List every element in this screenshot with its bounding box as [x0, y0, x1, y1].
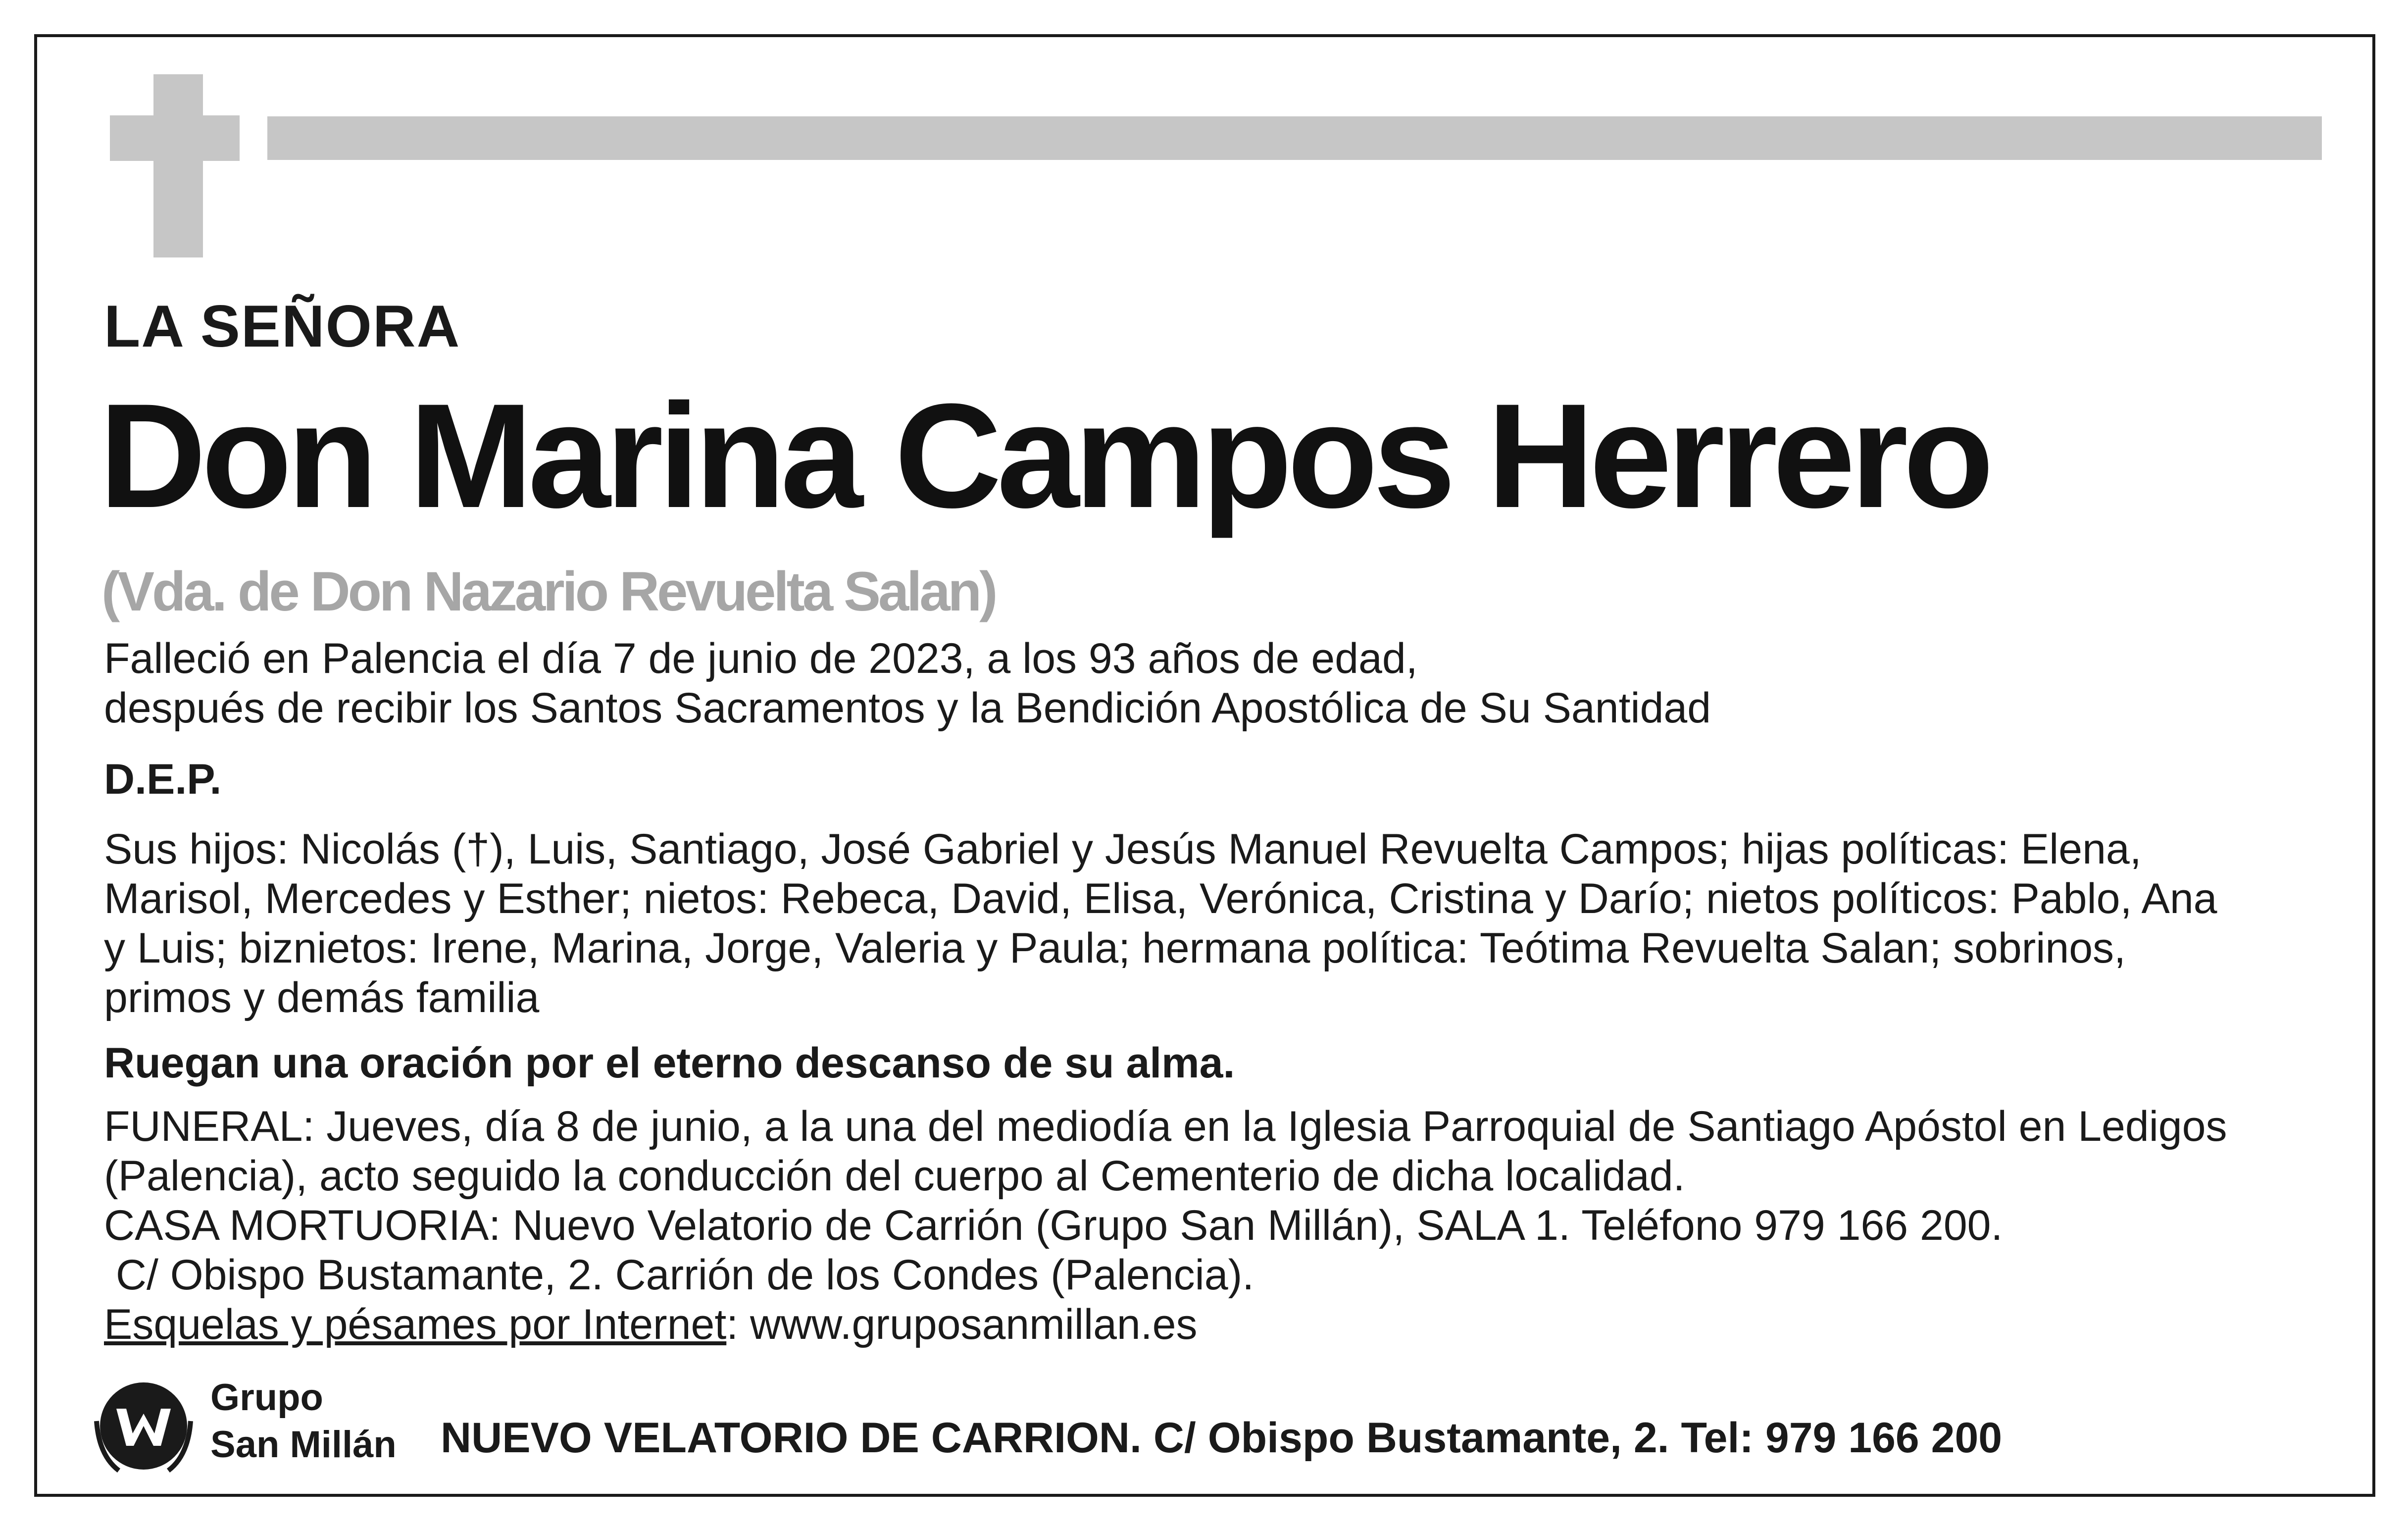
family-line: primos y demás familia: [104, 974, 540, 1021]
header-label: LA SEÑORA: [104, 293, 461, 359]
cross-icon-bar: [110, 115, 240, 161]
logo-text: [210, 1374, 397, 1468]
grupo-san-millan-logo-icon: [89, 1372, 198, 1480]
family-line: Marisol, Mercedes y Esther; nietos: Rebeca, David, Elisa, Verónica, Cristina y Darío; nietos políticos: Pablo, Ana: [104, 875, 2217, 922]
death-notice-line: después de recibir los Santos Sacramentos y la Bendición Apostólica de Su Santidad: [104, 684, 1711, 732]
death-notice-line: Falleció en Palencia el día 7 de junio de 2023, a los 93 años de edad,: [104, 635, 1418, 682]
family-line: Sus hijos: Nicolás (†), Luis, Santiago, José Gabriel y Jesús Manuel Revuelta Campos; hijas políticas: Elena,: [104, 825, 2142, 873]
funeral-line: (Palencia), acto seguido la conducción del cuerpo al Cementerio de dicha localidad.: [104, 1152, 1685, 1200]
internet-url[interactable]: www.gruposanmillan.es: [750, 1301, 1198, 1348]
internet-line: [104, 1300, 2227, 1349]
logo-text-line: Grupo: [210, 1376, 323, 1419]
footer-address: NUEVO VELATORIO DE CARRION. C/ Obispo Bustamante, 2. Tel: 979 166 200: [441, 1414, 2003, 1462]
deceased-name: Don Marina Campos Herrero: [99, 372, 1989, 539]
family-list: [104, 824, 2217, 1022]
funeral-line: CASA MORTUORIA: Nuevo Velatorio de Carrión (Grupo San Millán), SALA 1. Teléfono 979 166 200.: [104, 1202, 2003, 1249]
internet-label: Esquelas y pésames por Internet: [104, 1301, 727, 1348]
internet-separator: :: [726, 1301, 751, 1348]
logo-text-line: San Millán: [210, 1424, 397, 1466]
funeral-line: C/ Obispo Bustamante, 2. Carrión de los Condes (Palencia).: [104, 1251, 1254, 1299]
widow-of: (Vda. de Don Nazario Revuelta Salan): [101, 560, 996, 622]
funeral-line: FUNERAL: Jueves, día 8 de junio, a la una del mediodía en la Iglesia Parroquial de Santiago Apóstol en Ledigos: [104, 1103, 2227, 1150]
top-rule: [267, 116, 2322, 160]
funeral-info: [104, 1102, 2227, 1349]
death-notice: [104, 634, 1711, 733]
prayer-line: Ruegan una oración por el eterno descanso de su alma.: [104, 1039, 1235, 1087]
family-line: y Luis; biznietos: Irene, Marina, Jorge, Valeria y Paula; hermana política: Teótima Revuelta Salan; sobrinos,: [104, 924, 2126, 972]
dep-label: D.E.P.: [104, 756, 222, 803]
cross-icon: [153, 74, 203, 257]
